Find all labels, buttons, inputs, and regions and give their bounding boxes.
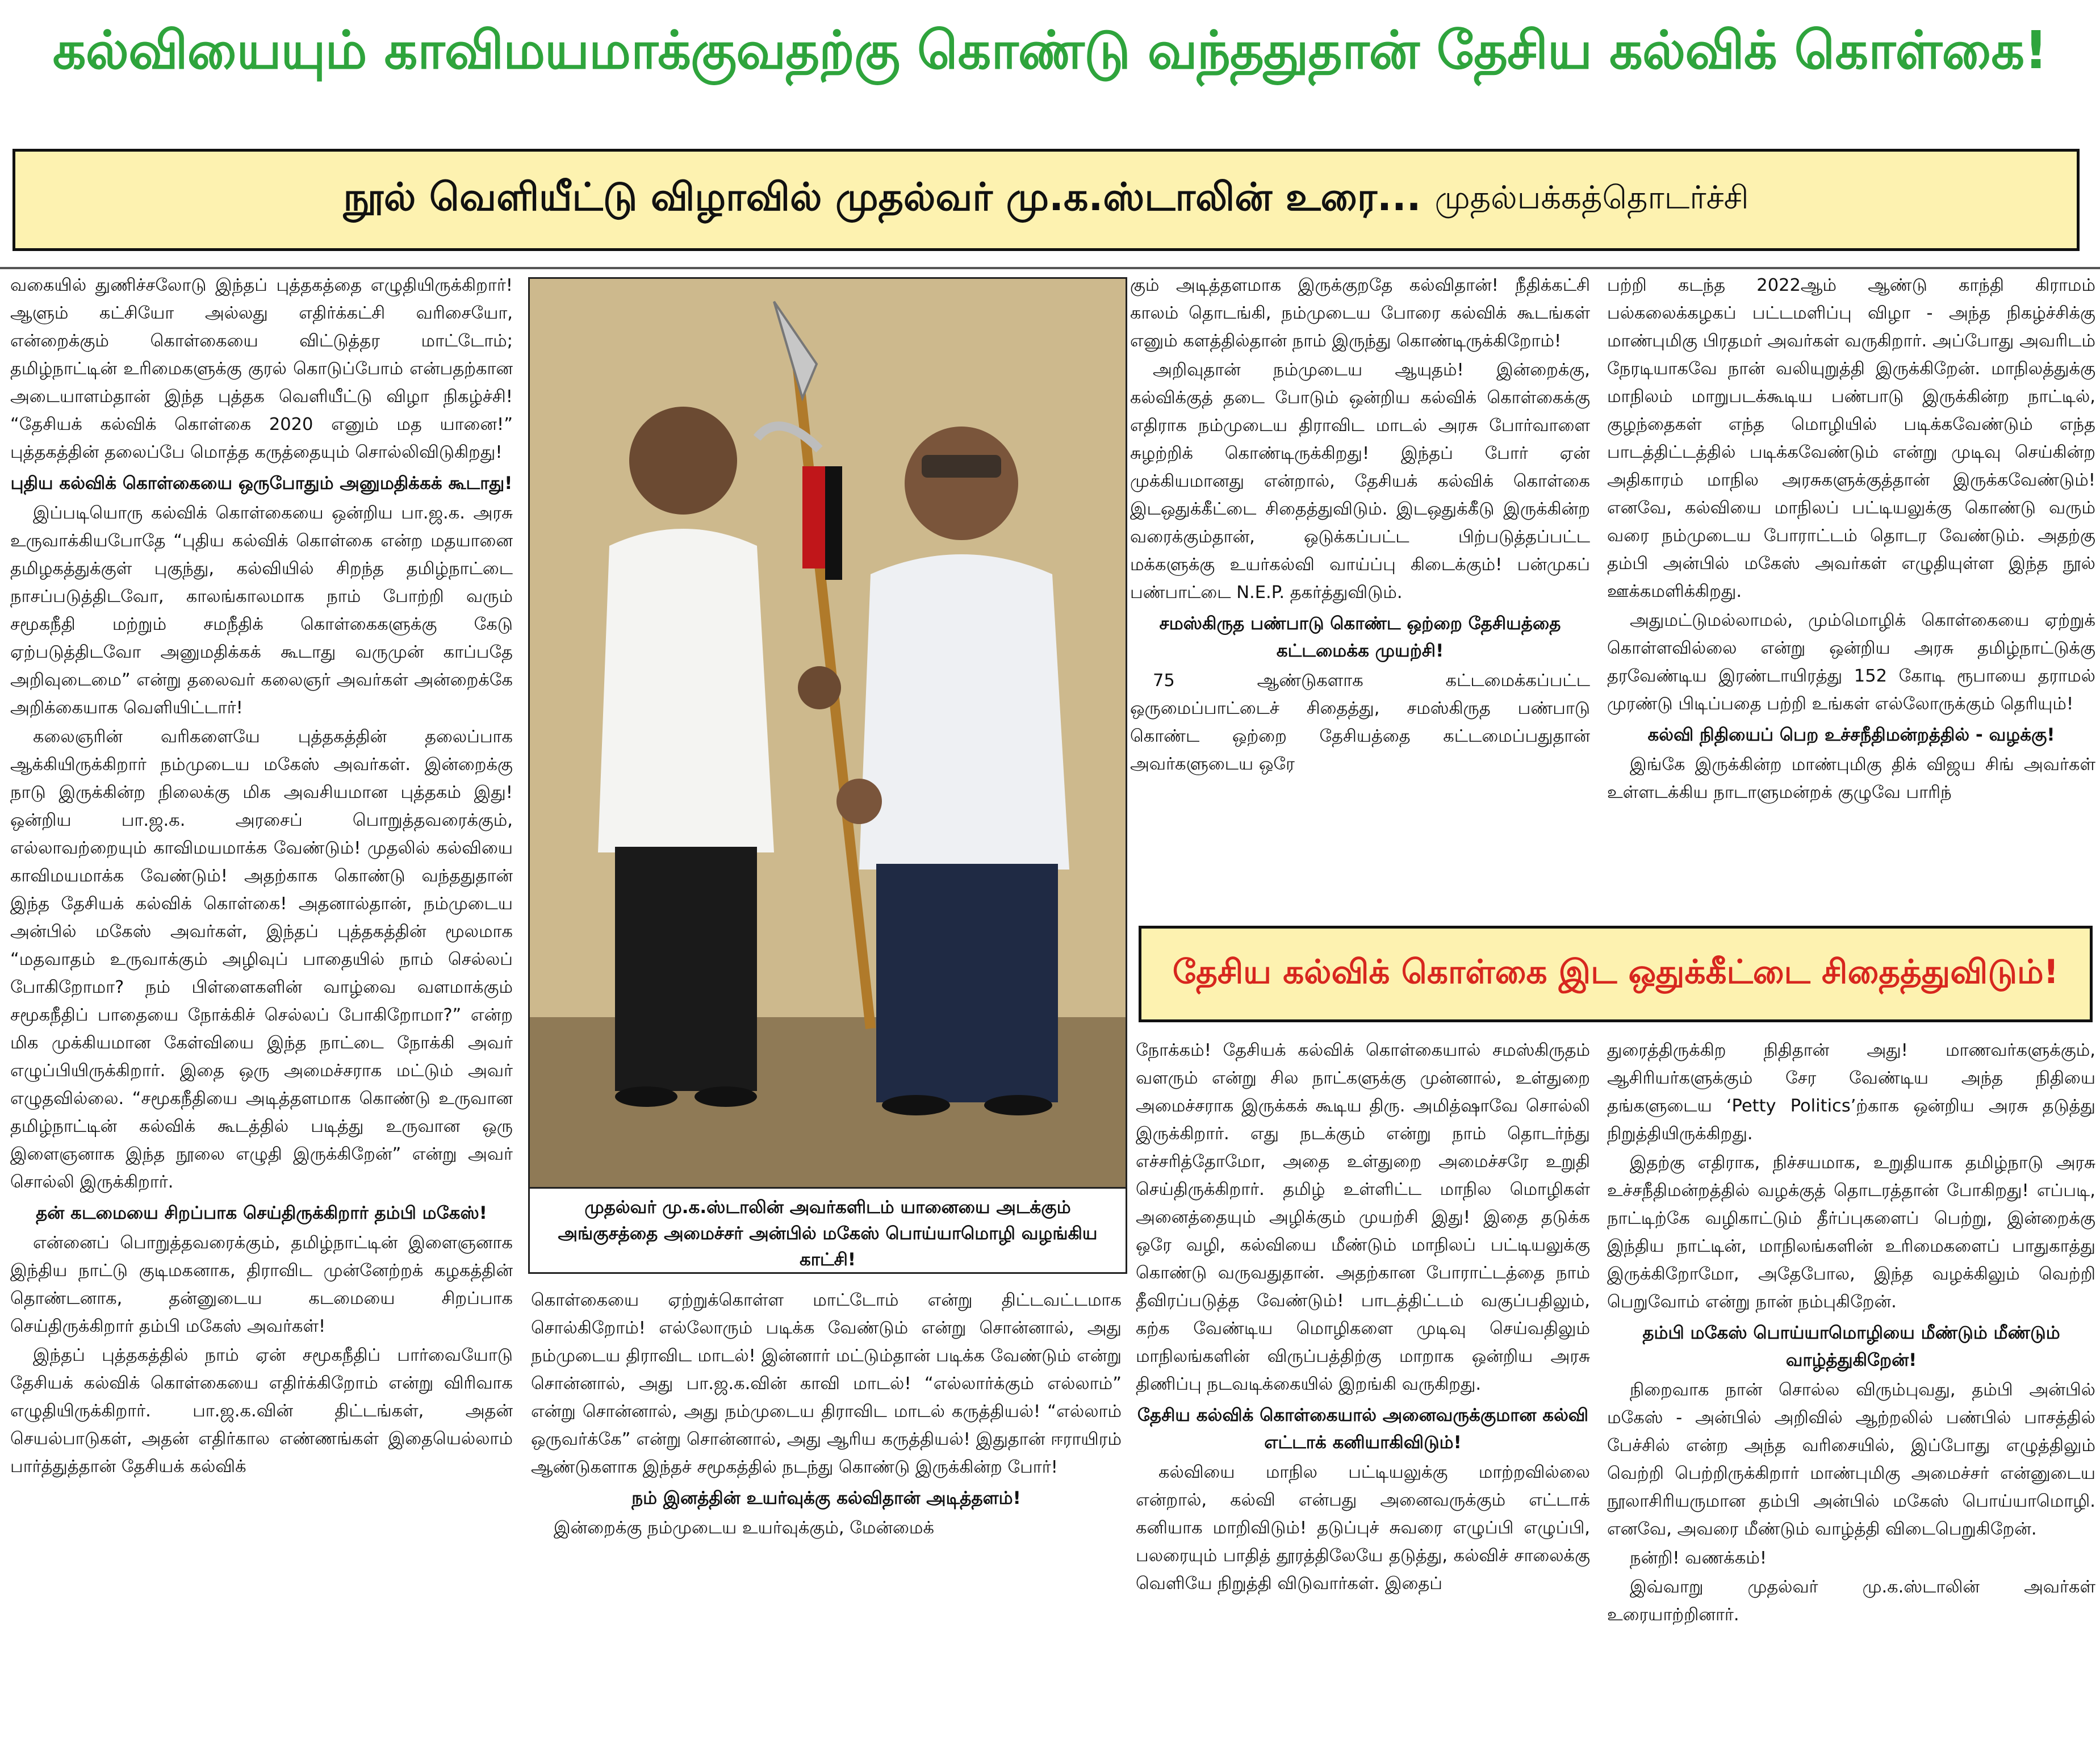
article-column-1 bbox=[10, 271, 513, 1725]
article-column-2-bottom bbox=[531, 1286, 1122, 1727]
paragraph: இன்றைக்கு நம்முடைய உயர்வுக்கும், மேன்மைக் bbox=[554, 1518, 934, 1538]
paragraph: துரைத்திருக்கிற நிதிதான் அது! மாணவர்களுக்கும், ஆசிரியர்களுக்கும் சேர வேண்டிய அந்த நிதியை தங்களுடைய ‘Petty Politics’ற்காக ஒன்றிய அரசு தடுத்து நிறுத்தியிருக்கிறது. bbox=[1607, 1040, 2095, 1144]
paragraph: அறிவுதான் நம்முடைய ஆயுதம்! இன்றைக்கு, கல்விக்குத் தடை போடும் ஒன்றிய கல்விக் கொள்கைக்கு எதிராக நம்முடைய திராவிட மாடல் அரசு போர்வாளை சுழற்றிக் கொண்டிருக்கிறது! இந்தப் போர் ஏன் முக்கியமானது என்றால், தேசியக் கல்விக் கொள்கை இடஒதுக்கீட்டை சிதைத்துவிடும். இடஒதுக்கீடு இருக்கின்ற வரைக்கும்தான், ஒடுக்கப்பட்ட பிற்படுத்தப்பட்ட மக்களுக்கு உயர்கல்வி வாய்ப்பு கிடைக்கும்! பன்முகப் பண்பாட்டை N.E.P. தகர்த்துவிடும். bbox=[1130, 360, 1590, 603]
headline: கல்வியையும் காவிமயமாக்குவதற்கு கொண்டு வந்ததுதான் தேசிய கல்விக் கொள்கை! bbox=[52, 20, 2048, 81]
subheadline-box bbox=[12, 149, 2080, 251]
photo-illustration bbox=[530, 279, 1126, 1188]
paragraph: இங்கே இருக்கின்ற மாண்புமிகு திக் விஜய சிங் அவர்கள் உள்ளடக்கிய நாடாளுமன்றக் குழுவே பாரிந் bbox=[1607, 755, 2095, 802]
subheading: நம் இனத்தின் உயர்வுக்கு கல்விதான் அடித்தளம்! bbox=[631, 1488, 1021, 1508]
paragraph: கலைஞரின் வரிகளையே புத்தகத்தின் தலைப்பாக ஆக்கியிருக்கிறார் நம்முடைய மகேஸ் அவர்கள். இன்றைக்கு நாடு இருக்கின்ற நிலைக்கு மிக அவசியமான புத்தகம் இது! ஒன்றிய பா.ஜ.க. அரசைப் பொறுத்தவரைக்கும், எல்லாவற்றையும் காவிமயமாக்க வேண்டும்! முதலில் கல்வியை காவிமயமாக்க வேண்டும்! அதற்காக கொண்டு வந்ததுதான் இந்த தேசியக் கல்விக் கொள்கை! அதனால்தான், நம்முடைய அன்பில் மகேஸ் அவர்கள், இந்தப் புத்தகத்தின் மூலமாக “மதவாதம் உருவாக்கும் அழிவுப் பாதையில் நாம் செல்லப் போகிறோமா? நம் பிள்ளைகளின் வாழ்வை வளமாக்கும் சமூகநீதிப் பாதையை நோக்கிச் செல்லப் போகிறோமா?” என்ற மிக முக்கியமான கேள்வியை இந்த நாட்டை நோக்கி அவர் எழுப்பியிருக்கிறார். இதை ஒரு அமைச்சராக மட்டும் அவர் எழுதவில்லை. “சமூகநீதியை அடித்தளமாக கொண்டு உருவான தமிழ்நாட்டின் கல்விக் கூடத்தில் படித்து உருவான ஒரு இளைஞனாக இந்த நூலை எழுதி இருக்கிறேன்” என்று அவர் சொல்லி இருக்கிறார். bbox=[10, 727, 513, 1192]
subheading: சமஸ்கிருத பண்பாடு கொண்ட ஒற்றை தேசியத்தை கட்டமைக்க முயற்சி! bbox=[1159, 613, 1561, 661]
photo-caption: முதல்வர் மு.க.ஸ்டாலின் அவர்களிடம் யானையை அடக்கும் அங்குசத்தை அமைச்சர் அன்பில் மகேஸ் பொய்யாமொழி வழங்கிய காட்சி! bbox=[530, 1187, 1126, 1272]
subheading: புதிய கல்விக் கொள்கையை ஒருபோதும் அனுமதிக்கக் கூடாது! bbox=[10, 473, 513, 494]
paragraph: 75 ஆண்டுகளாக கட்டமைக்கப்பட்ட ஒருமைப்பாட்டைச் சிதைத்து, சமஸ்கிருத பண்பாடு கொண்ட ஒற்றை தேசியத்தை கட்டமைப்பதுதான் அவர்களுடைய ஒரே bbox=[1130, 671, 1590, 774]
subheading: தம்பி மகேஸ் பொய்யாமொழியை மீண்டும் மீண்டும் வாழ்த்துகிறேன்! bbox=[1642, 1323, 2060, 1370]
subheadline: நூல் வெளியீட்டு விழாவில் முதல்வர் மு.க.ஸ்டாலின் உரை... bbox=[343, 175, 1421, 220]
paragraph: கொள்கையை ஏற்றுக்கொள்ள மாட்டோம் என்று திட்டவட்டமாக சொல்கிறோம்! எல்லோரும் படிக்க வேண்டும் என்று சொன்னால், அது நம்முடைய திராவிட மாடல்! இன்னார் மட்டும்தான் படிக்க வேண்டும் என்று சொன்னால், அது பா.ஜ.க.வின் காவி மாடல்! “எல்லார்க்கும் எல்லாம்” என்று சொன்னால், அது நம்முடைய திராவிட மாடல் கருத்தியல்! “எல்லாம் ஒருவர்க்கே” என்று சொன்னால், அது ஆரிய கருத்தியல்! இதுதான் ஈராயிரம் ஆண்டுகளாக இந்தச் சமூகத்தில் நடந்து கொண்டு இருக்கின்ற போர்! bbox=[531, 1290, 1122, 1477]
paragraph: அதுமட்டுமல்லாமல், மும்மொழிக் கொள்கையை ஏற்றுக் கொள்ளவில்லை என்று ஒன்றிய அரசு தமிழ்நாட்டுக்கு தரவேண்டிய இரண்டாயிரத்து 152 கோடி ரூபாயை தராமல் முரண்டு பிடிப்பதை பற்றி உங்கள் எல்லோருக்கும் தெரியும்! bbox=[1607, 611, 2095, 714]
paragraph: நோக்கம்! தேசியக் கல்விக் கொள்கையால் சமஸ்கிருதம் வளரும் என்று சில நாட்களுக்கு முன்னால், உள்துறை அமைச்சராக இருக்கக் கூடிய திரு. அமித்ஷாவே சொல்லி இருக்கிறார். எது நடக்கும் என்று நாம் தொடர்ந்து எச்சரித்தோமோ, அதை உள்துறை அமைச்சரே உறுதி செய்திருக்கிறார். தமிழ் உள்ளிட்ட மாநில மொழிகள் அனைத்தையும் அழிக்கும் முயற்சி இது! இதை தடுக்க ஒரே வழி, கல்வியை மீண்டும் மாநிலப் பட்டியலுக்கு கொண்டு வருவதுதான். அதற்கான போராட்டத்தை நாம் தீவிரப்படுத்த வேண்டும்! பாடத்திட்டம் வகுப்பதிலும், கற்க வேண்டிய மொழிகளை முடிவு செய்வதிலும் மாநிலங்களின் விருப்பத்திற்கு மாறாக ஒன்றிய அரசு திணிப்பு நடவடிக்கையில் இறங்கி வருகிறது. bbox=[1136, 1040, 1590, 1394]
subheading: தேசிய கல்விக் கொள்கையால் அனைவருக்குமான கல்வி எட்டாக் கனியாகிவிடும்! bbox=[1137, 1405, 1589, 1453]
paragraph: இப்படியொரு கல்விக் கொள்கையை ஒன்றிய பா.ஜ.க. அரசு உருவாக்கியபோதே “புதிய கல்விக் கொள்கை என்ற மதயானை தமிழகத்துக்குள் புகுந்து, கல்வியில் சிறந்த தமிழ்நாட்டை நாசப்படுத்திடவோ, காலங்காலமாக நாம் போற்றி வரும் சமூகநீதி மற்றும் சமநீதிக் கொள்கைகளுக்கு கேடு ஏற்படுத்திடவோ அனுமதிக்கக் கூடாது வருமுன் காப்பதே அறிவுடைமை” என்று தலைவர் கலைஞர் அவர்கள் அன்றைக்கே அறிக்கையாக வெளியிட்டார்! bbox=[10, 503, 513, 718]
subheading: கல்வி நிதியைப் பெற உச்சநீதிமன்றத்தில் - வழக்கு! bbox=[1647, 725, 2055, 745]
continuation-label: முதல்பக்கத்தொடர்ச்சி bbox=[1434, 179, 1749, 216]
paragraph: இதற்கு எதிராக, நிச்சயமாக, உறுதியாக தமிழ்நாடு அரசு உச்சநீதிமன்றத்தில் வழக்குத் தொடரத்தான் போகிறது! எப்படி, நாட்டிற்கே வழிகாட்டும் தீர்ப்புகளைப் பெற்று, இன்றைக்கு இந்திய நாட்டின், மாநிலங்களின் உரிமைகளைப் பாதுகாத்து இருக்கிறோமோ, அதேபோல, இந்த வழக்கிலும் வெற்றி பெறுவோம் என்று நான் நம்புகிறேன். bbox=[1607, 1153, 2095, 1312]
article-column-4-top bbox=[1607, 271, 2095, 919]
paragraph: நன்றி! வணக்கம்! bbox=[1630, 1548, 1767, 1568]
subheading: தன் கடமையை சிறப்பாக செய்திருக்கிறார் தம்பி மகேஸ்! bbox=[36, 1203, 487, 1223]
paragraph: கல்வியை மாநில பட்டியலுக்கு மாற்றவில்லை என்றால், கல்வி என்பது அனைவருக்கும் எட்டாக் கனியாக மாறிவிடும்! தடுப்புச் சுவரை எழுப்பி எழுப்பி, பலரையும் பாதித் தூரத்திலேயே தடுத்து, கல்விச் சாலைக்கு வெளியே நிறுத்தி விடுவார்கள். இதைப் bbox=[1136, 1462, 1590, 1594]
paragraph: என்னைப் பொறுத்தவரைக்கும், தமிழ்நாட்டின் இளைஞனாக இந்திய நாட்டு குடிமகனாக, திராவிட முன்னேற்றக் கழகத்தின் தொண்டனாக, தன்னுடைய கடமையை சிறப்பாக செய்திருக்கிறார் தம்பி மகேஸ் அவர்கள்! bbox=[10, 1233, 513, 1336]
paragraph: பற்றி கடந்த 2022ஆம் ஆண்டு காந்தி கிராமம் பல்கலைக்கழகப் பட்டமளிப்பு விழா - அந்த நிகழ்ச்சிக்கு மாண்புமிகு பிரதமர் அவர்கள் வருகிறார். அப்போது அவரிடம் நேரடியாகவே நான் வலியுறுத்தி இருக்கிறேன். மாநிலத்துக்கு மாநிலம் மாறுபடக்கூடிய பண்பாடு இருக்கின்ற நாட்டில், குழந்தைகள் எந்த மொழியில் படிக்கவேண்டும் எந்த பாடத்திட்டத்தில் படிக்கவேண்டும் என்று முடிவு செய்கின்ற அதிகாரம் மாநில அரசுகளுக்குத்தான் இருக்கவேண்டும்! எனவே, கல்வியை மாநிலப் பட்டியலுக்கு கொண்டு வரும் வரை நம்முடைய போராட்டம் தொடர வேண்டும். அதற்கு தம்பி அன்பில் மகேஸ் அவர்கள் எழுதியுள்ள இந்த நூல் ஊக்கமளிக்கிறது. bbox=[1607, 275, 2095, 601]
paragraph: கும் அடித்தளமாக இருக்குறதே கல்விதான்! நீதிக்கட்சி காலம் தொடங்கி, நம்முடைய போரை கல்விக் கூடங்கள் எனும் களத்தில்தான் நாம் இருந்து கொண்டிருக்கிறோம்! bbox=[1130, 275, 1590, 351]
paragraph: இந்தப் புத்தகத்தில் நாம் ஏன் சமூகநீதிப் பார்வையோடு தேசியக் கல்விக் கொள்கையை எதிர்க்கிறோம் என்று விரிவாக எழுதியிருக்கிறார். பா.ஜ.க.வின் திட்டங்கள், அதன் செயல்பாடுகள், அதன் எதிர்கால எண்ணங்கள் இதையெல்லாம் பார்த்துத்தான் தேசியக் கல்விக் bbox=[10, 1345, 513, 1477]
divider bbox=[0, 267, 2100, 269]
article-column-3-top bbox=[1130, 271, 1590, 919]
article-column-3-bottom bbox=[1136, 1036, 1590, 1727]
paragraph: நிறைவாக நான் சொல்ல விரும்புவது, தம்பி அன்பில் மகேஸ் - அன்பில் அறிவில் ஆற்றலில் பண்பில் பாசத்தில் பேச்சில் என்ற அந்த வரிசையில், இப்போது எழுத்திலும் வெற்றி பெற்றிருக்கிறார் மாண்புமிகு அமைச்சர் என்னுடைய நூலாசிரியருமான தம்பி அன்பில் மகேஸ் பொய்யாமொழி. எனவே, அவரை மீண்டும் வாழ்த்தி விடைபெறுகிறேன். bbox=[1607, 1380, 2095, 1539]
paragraph: வகையில் துணிச்சலோடு இந்தப் புத்தகத்தை எழுதியிருக்கிறார்! ஆளும் கட்சியோ அல்லது எதிர்க்கட்சி வரிசையோ, என்றைக்கும் கொள்கையை விட்டுத்தர மாட்டோம்; தமிழ்நாட்டின் உரிமைகளுக்கு குரல் கொடுப்போம் என்பதற்கான அடையாளம்தான் இந்த புத்தக வெளியீட்டு விழா நிகழ்ச்சி! “தேசியக் கல்விக் கொள்கை 2020 எனும் மத யானை!” புத்தகத்தின் தலைப்பே மொத்த கருத்தையும் சொல்லிவிடுகிறது! bbox=[10, 275, 513, 462]
highlight-banner: தேசிய கல்விக் கொள்கை இட ஒதுக்கீட்டை சிதைத்துவிடும்! bbox=[1139, 926, 2093, 1022]
news-photo bbox=[528, 277, 1127, 1274]
paragraph: இவ்வாறு முதல்வர் மு.க.ஸ்டாலின் அவர்கள் உரையாற்றினார். bbox=[1607, 1577, 2095, 1625]
article-column-4-bottom bbox=[1607, 1036, 2095, 1727]
